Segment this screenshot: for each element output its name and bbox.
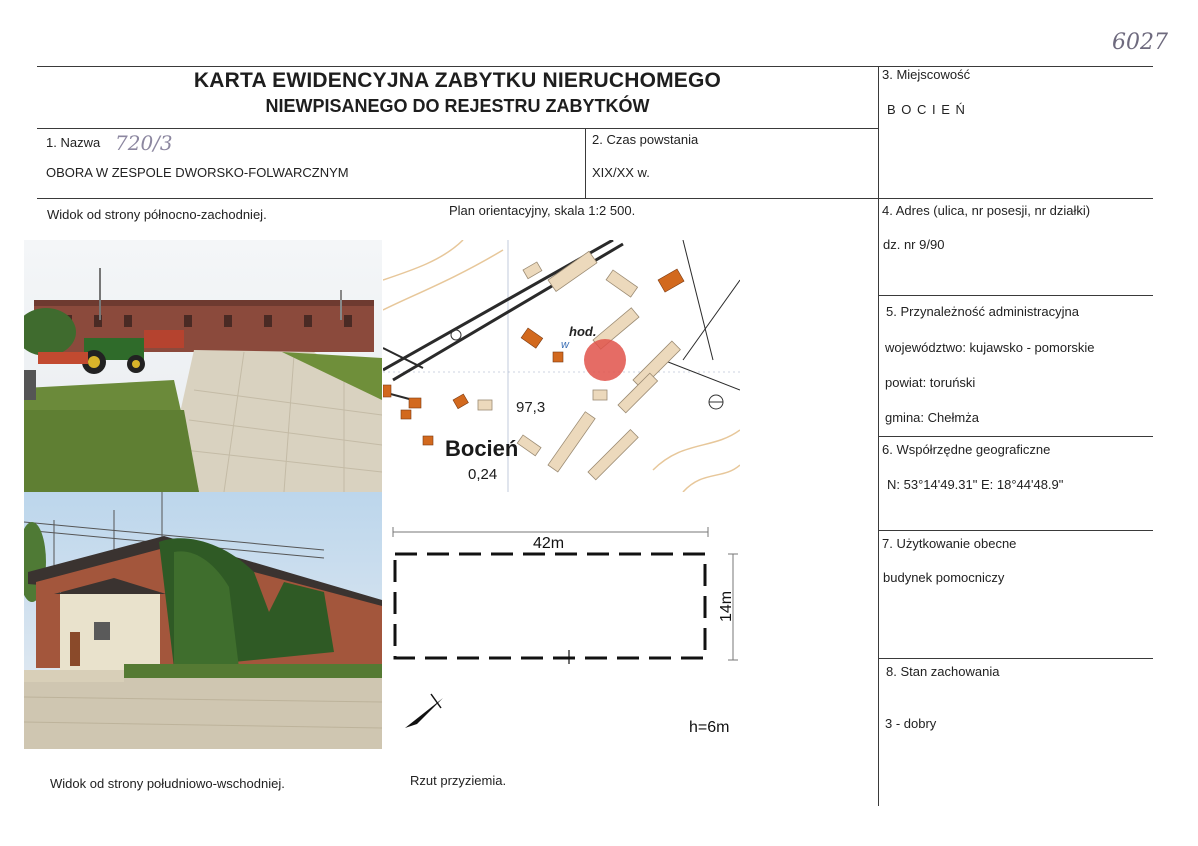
section-4-bottom-line xyxy=(878,295,1153,296)
frame-top-line xyxy=(37,66,1153,67)
section-6-bottom-line xyxy=(878,530,1153,531)
section-5-bottom-line xyxy=(878,436,1153,437)
card-subtitle: NIEWPISANEGO DO REJESTRU ZABYTKÓW xyxy=(265,96,650,116)
admin-commune: gmina: Chełmża xyxy=(885,410,979,425)
condition-label: 8. Stan zachowania xyxy=(886,664,1000,679)
frame-title-bottom-line xyxy=(37,128,878,129)
name-handwritten-number: 720/3 xyxy=(115,131,173,155)
map-place-name: Bocień xyxy=(445,436,519,461)
map-label-hod: hod. xyxy=(569,324,597,339)
frame-row1-bottom-line xyxy=(37,198,1153,199)
frame-name-date-divider xyxy=(585,128,586,198)
plan-width-label: 14m xyxy=(718,590,735,622)
map-label-w: w xyxy=(561,339,569,351)
date-label: 2. Czas powstania xyxy=(592,132,699,147)
north-arrow-icon xyxy=(405,694,443,728)
locality-value: B O C I E Ń xyxy=(887,102,966,117)
condition-value: 3 - dobry xyxy=(885,716,937,731)
caption-view-se: Widok od strony południowo-wschodniej. xyxy=(50,776,285,791)
coords-value: N: 53°14'49.31" E: 18°44'48.9" xyxy=(887,477,1064,492)
usage-value: budynek pomocniczy xyxy=(883,570,1005,585)
archive-number: 6027 xyxy=(1112,30,1168,55)
coords-label: 6. Współrzędne geograficzne xyxy=(882,442,1051,457)
admin-county: powiat: toruński xyxy=(885,375,976,390)
photo-northwest-view xyxy=(24,240,382,492)
address-value: dz. nr 9/90 xyxy=(883,237,945,252)
map-place-sub: 0,24 xyxy=(468,466,498,483)
floor-plan xyxy=(383,492,741,749)
orientation-map xyxy=(383,240,740,492)
locality-label: 3. Miejscowość xyxy=(882,67,971,82)
usage-label: 7. Użytkowanie obecne xyxy=(882,536,1017,551)
section-7-bottom-line xyxy=(878,658,1153,659)
admin-label: 5. Przynależność administracyjna xyxy=(886,304,1079,319)
name-value: OBORA W ZESPOLE DWORSKO-FOLWARCZNYM xyxy=(46,165,349,180)
caption-plan: Plan orientacyjny, skala 1:2 500. xyxy=(449,203,636,218)
map-location-marker xyxy=(584,339,626,381)
admin-voivodeship: województwo: kujawsko - pomorskie xyxy=(885,340,1095,355)
card-title: KARTA EWIDENCYJNA ZABYTKU NIERUCHOMEGO xyxy=(193,69,722,92)
plan-height-label: h=6m xyxy=(689,719,730,736)
photo-southeast-view xyxy=(24,492,382,749)
date-value: XIX/XX w. xyxy=(592,165,650,180)
name-label: 1. Nazwa xyxy=(46,135,101,150)
address-label: 4. Adres (ulica, nr posesji, nr działki) xyxy=(882,203,1091,218)
plan-length-label: 42m xyxy=(533,535,565,552)
map-elevation: 97,3 xyxy=(516,399,546,416)
caption-view-nw: Widok od strony północno-zachodniej. xyxy=(47,207,267,222)
caption-ground-plan: Rzut przyziemia. xyxy=(410,773,507,788)
